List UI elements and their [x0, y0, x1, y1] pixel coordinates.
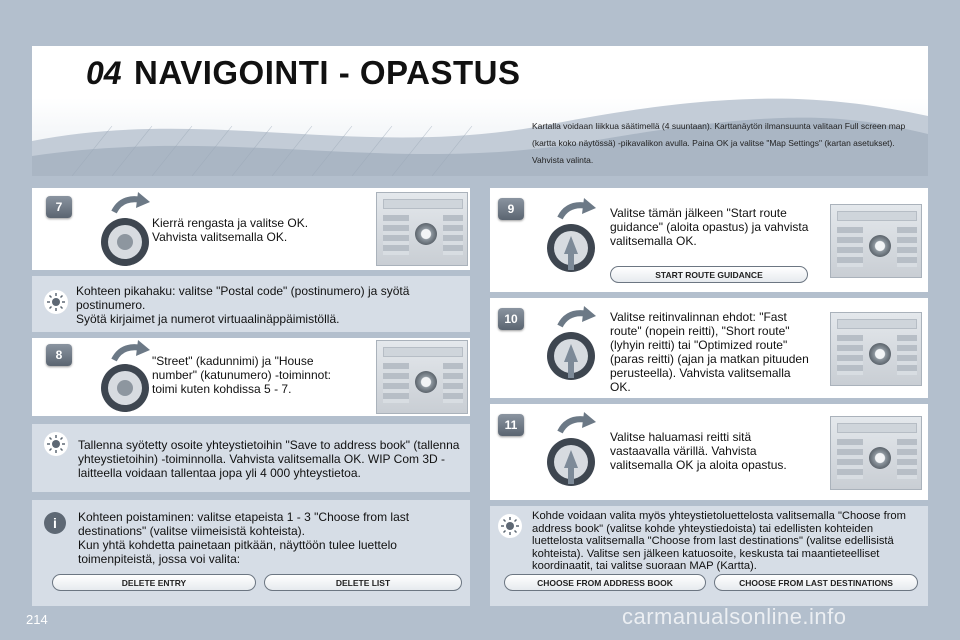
- tip-save-panel: [32, 424, 470, 492]
- lightbulb-icon: [44, 432, 68, 456]
- press-knob-icon: [536, 410, 606, 490]
- step-9-panel: [490, 188, 928, 292]
- tip-save-text: Tallenna syötetty osoite yhteystietoihin "Save to address book" (tallenna yhteystietoihin) -toiminnolla. Vahvista valitsemalla OK. WIP Com 3D -laitteella voidaan tallentaa jopa yli 4 000 yhteystietoa.: [78, 438, 460, 480]
- device-image: [376, 192, 468, 266]
- lightbulb-icon: [44, 290, 68, 314]
- choose-from-address-book-button[interactable]: CHOOSE FROM ADDRESS BOOK: [504, 574, 706, 591]
- step-9-text: Valitse tämän jälkeen "Start route guidance" (aloita opastus) ja vahvista valitsemalla OK.: [610, 206, 809, 248]
- info-delete-text: Kohteen poistaminen: valitse etapeista 1 - 3 "Choose from last destinations" (valitse viimeisistä kohteista). Kun yhtä kohdetta painetaan pitkään, näyttöön tulee luettelo toimenpiteistä, jossa voi valita:: [78, 510, 410, 566]
- step-11-panel: [490, 404, 928, 500]
- tip-postal-panel: [32, 276, 470, 332]
- page-number: 214: [26, 612, 48, 627]
- watermark: carmanualsonline.info: [622, 604, 847, 629]
- device-image: [830, 204, 922, 278]
- tip-address-panel: [490, 506, 928, 606]
- step-10-text: Valitse reitinvalinnan ehdot: "Fast route" (nopein reitti), "Short route" (lyhyin reitti) tai "Optimized route" (paras reitti) (ajan ja matkan pituuden perusteella). Vahvista valitsemalla OK.: [610, 310, 809, 394]
- step-badge: 9: [498, 198, 524, 220]
- step-10-panel: [490, 298, 928, 398]
- step-8-panel: [32, 338, 470, 416]
- step-11-text: Valitse haluamasi reitti sitä vastaavalla värillä. Vahvista valitsemalla OK ja aloita opastus.: [610, 430, 787, 472]
- step-badge: 10: [498, 308, 524, 330]
- page-title: NAVIGOINTI - OPASTUS: [134, 54, 521, 91]
- tip-postal-text: Kohteen pikahaku: valitse "Postal code" (postinumero) ja syötä postinumero. Syötä kirjaimet ja numerot virtuaalinäppäimistöllä.: [76, 284, 410, 326]
- chapter-number: 04: [86, 55, 122, 91]
- step-7-text: Kierrä rengasta ja valitse OK. Vahvista valitsemalla OK.: [152, 216, 309, 244]
- step-badge: 11: [498, 414, 524, 436]
- step-badge: 7: [46, 196, 72, 218]
- choose-from-last-destinations-button[interactable]: CHOOSE FROM LAST DESTINATIONS: [714, 574, 918, 591]
- start-route-guidance-button[interactable]: START ROUTE GUIDANCE: [610, 266, 808, 283]
- step-badge: 8: [46, 344, 72, 366]
- step-8-text: "Street" (kadunnimi) ja "House number" (katunumero) -toiminnot: toimi kuten kohdissa 5 - 7.: [152, 354, 331, 396]
- press-knob-icon: [536, 304, 606, 384]
- delete-list-button[interactable]: DELETE LIST: [264, 574, 462, 591]
- lightbulb-icon: [498, 514, 522, 538]
- delete-entry-button[interactable]: DELETE ENTRY: [52, 574, 256, 591]
- rotate-knob-icon: [90, 338, 160, 418]
- device-image: [830, 416, 922, 490]
- step-7-panel: [32, 188, 470, 270]
- device-image: [830, 312, 922, 386]
- info-delete-panel: [32, 500, 470, 606]
- tip-address-text: Kohde voidaan valita myös yhteystietoluettelosta valitsemalla "Choose from address book" (valitse kohde yhteystiedoista) tai edellisten kohteiden luettelosta valitsemalla "Choose from last destinations" (valitse edellisistä kohteista). Valitse sen jälkeen katuosoite, keskusta tai maantieteelliset koordinaatit, tai valitse suoraan MAP (Kartta).: [532, 510, 906, 572]
- rotate-knob-icon: [90, 190, 160, 270]
- header-description: Kartalla voidaan liikkua säätimellä (4 suuntaan). Karttanäytön ilmansuunta valitaan Full screen map (kartta koko näytössä) -pikavalikon avulla. Paina OK ja valitse "Map Settings" (kartan asetukset). Vahvista valinta.: [532, 121, 906, 165]
- press-knob-icon: [536, 196, 606, 276]
- info-icon: i: [44, 512, 66, 534]
- device-image: [376, 340, 468, 414]
